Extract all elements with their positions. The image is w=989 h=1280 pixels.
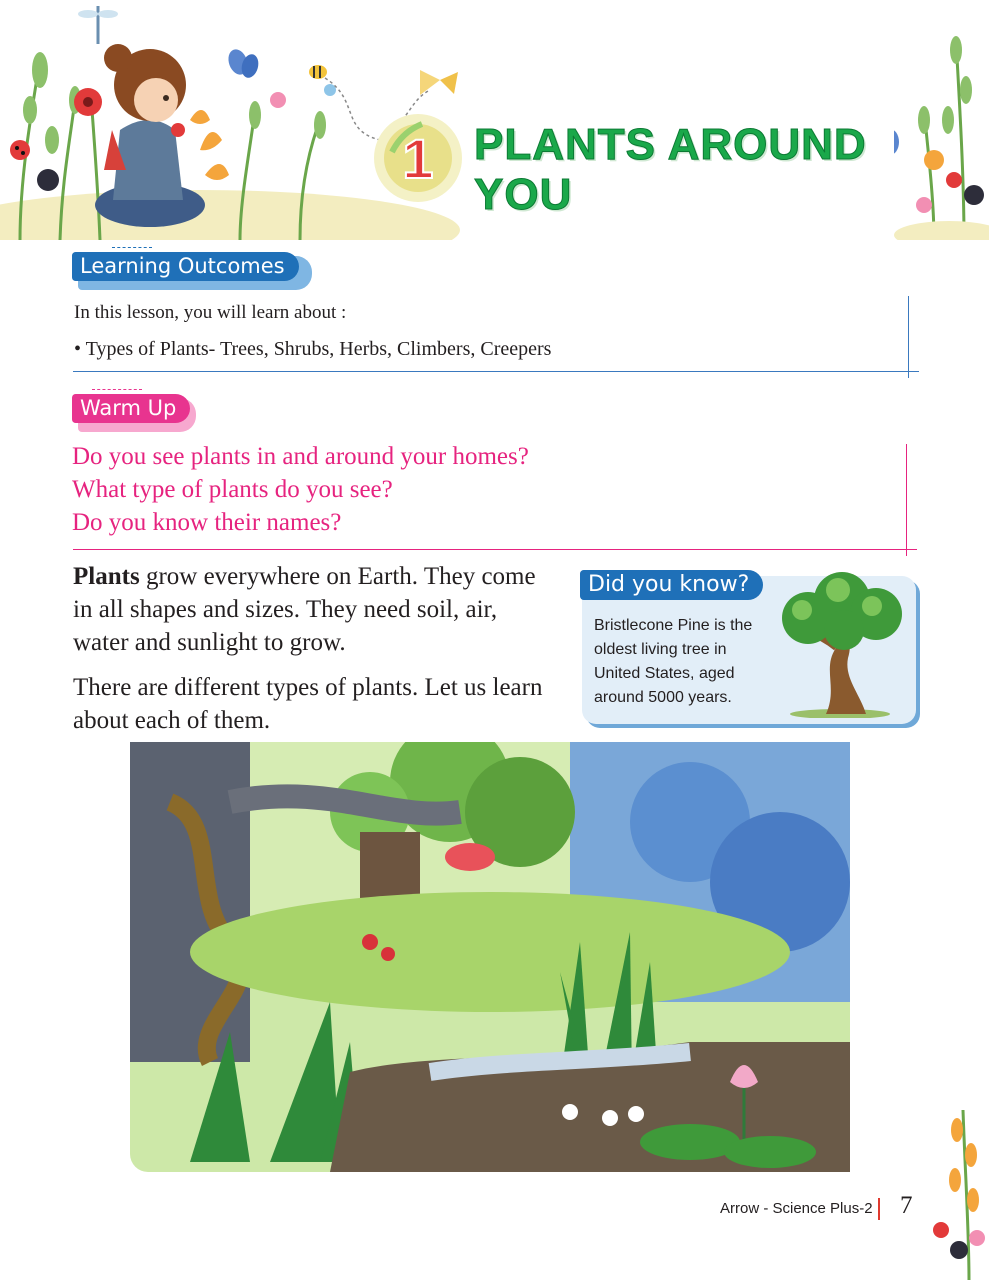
footer-separator <box>878 1198 880 1220</box>
butterfly-icon <box>420 70 458 95</box>
warm-up-questions <box>72 440 529 539</box>
forest-scene-illustration <box>130 742 850 1172</box>
tag-dash <box>112 247 152 248</box>
ladybug-icon <box>946 172 962 188</box>
bristlecone-tree-illustration <box>768 568 908 718</box>
page-number: 7 <box>900 1192 913 1219</box>
did-you-know-label: Did you know? <box>580 570 763 600</box>
warm-up-question: What type of plants do you see? <box>72 476 393 503</box>
paragraph: There are different types of plants. Let us learn about each of them. <box>73 674 543 734</box>
tag-dash <box>92 389 142 390</box>
warm-up-question: Do you see plants in and around your homes? <box>72 443 529 470</box>
book-title: Arrow - Science Plus-2 <box>720 1200 873 1217</box>
learning-outcomes-bullet: • Types of Plants- Trees, Shrubs, Herbs, Climbers, Creepers <box>74 338 552 360</box>
warm-up-side-rule <box>906 444 907 556</box>
right-flower-illustration <box>894 30 989 240</box>
butterfly-icon <box>894 129 899 155</box>
body-text <box>73 560 553 749</box>
ladybug-icon <box>933 1222 949 1238</box>
keyword-plants: Plants <box>73 563 140 590</box>
warm-up-label: Warm Up <box>72 394 190 423</box>
chapter-number: 1 <box>402 127 434 190</box>
chapter-number-badge <box>372 112 464 204</box>
dragonfly-icon <box>78 6 118 44</box>
learning-outcomes-side-rule <box>908 296 909 378</box>
corner-flower-illustration <box>919 1100 989 1280</box>
learning-outcomes-rule <box>73 371 919 372</box>
learning-outcomes-label: Learning Outcomes <box>72 252 299 281</box>
bee-icon <box>309 65 327 79</box>
warm-up-question: Do you know their names? <box>72 509 342 536</box>
did-you-know-text: Bristlecone Pine is the oldest living tree in United States, aged around 5000 years. <box>594 617 753 706</box>
butterfly-icon <box>225 47 261 80</box>
learning-outcomes-intro: In this lesson, you will learn about : <box>74 302 347 323</box>
ladybug-icon <box>10 140 30 160</box>
chapter-title: PLANTS AROUND YOU <box>474 120 867 219</box>
paragraph <box>73 560 553 659</box>
paragraph-text: grow everywhere on Earth. They come in all shapes and sizes. They need soil, air, water and sunlight to grow. <box>73 563 536 656</box>
bullet-text: Types of Plants- Trees, Shrubs, Herbs, Climbers, Creepers <box>85 338 552 360</box>
warm-up-rule <box>73 549 917 550</box>
